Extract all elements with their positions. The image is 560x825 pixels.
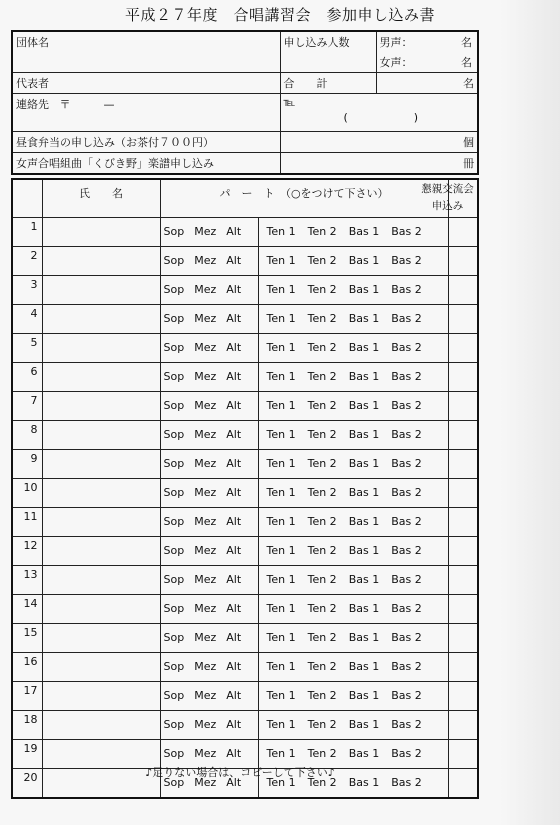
members-table bbox=[11, 178, 479, 799]
part-option[interactable]: Ten 2 bbox=[307, 312, 337, 325]
social-signup-cell[interactable] bbox=[448, 478, 478, 507]
part-option[interactable]: Ten 2 bbox=[307, 225, 337, 238]
social-signup-cell[interactable] bbox=[448, 362, 478, 391]
part-option[interactable]: Ten 2 bbox=[307, 631, 337, 644]
female-parts-cell bbox=[160, 710, 258, 739]
lunch-label: 昼食弁当の申し込み（お茶付７００円） bbox=[16, 136, 214, 149]
male-parts-cell bbox=[258, 536, 448, 565]
representative-cell[interactable] bbox=[12, 73, 280, 94]
female-label: 女声： bbox=[379, 56, 413, 69]
table-row bbox=[12, 594, 478, 623]
row-number: 17 bbox=[12, 681, 42, 710]
part-option[interactable]: Mez bbox=[194, 718, 217, 731]
social-signup-cell[interactable] bbox=[448, 246, 478, 275]
part-option[interactable]: Bas 1 bbox=[348, 689, 380, 702]
part-option[interactable]: Bas 2 bbox=[391, 254, 422, 267]
male-parts-cell bbox=[258, 217, 448, 246]
part-option[interactable]: Ten 1 bbox=[266, 341, 296, 354]
part-option[interactable]: Ten 1 bbox=[266, 515, 296, 528]
lunch-cell bbox=[12, 132, 280, 153]
male-parts-cell bbox=[258, 681, 448, 710]
part-option[interactable]: Ten 1 bbox=[266, 631, 296, 644]
row-number: 6 bbox=[12, 362, 42, 391]
part-option[interactable]: Alt bbox=[226, 457, 242, 470]
member-name-cell[interactable] bbox=[42, 391, 160, 420]
score-label: 女声合唱組曲「くびき野」楽譜申し込み bbox=[16, 157, 214, 170]
application-info-table bbox=[11, 30, 479, 175]
female-parts-cell bbox=[160, 391, 258, 420]
social-signup-cell[interactable] bbox=[448, 594, 478, 623]
part-option[interactable]: Alt bbox=[226, 341, 242, 354]
part-option[interactable]: Ten 1 bbox=[266, 399, 296, 412]
social-signup-cell[interactable] bbox=[448, 623, 478, 652]
row-number: 10 bbox=[12, 478, 42, 507]
part-option[interactable]: Bas 2 bbox=[391, 747, 422, 760]
document-title: 平成２７年度 合唱講習会 参加申し込み書 bbox=[124, 6, 435, 24]
part-option[interactable]: Alt bbox=[226, 515, 242, 528]
part-option[interactable]: Sop bbox=[163, 312, 185, 325]
part-option[interactable]: Ten 1 bbox=[266, 776, 296, 789]
member-name-cell[interactable] bbox=[42, 536, 160, 565]
contact-cell[interactable] bbox=[12, 94, 280, 132]
part-option[interactable]: Sop bbox=[163, 689, 185, 702]
part-option[interactable]: Ten 2 bbox=[307, 254, 337, 267]
member-name-cell[interactable] bbox=[42, 449, 160, 478]
part-option[interactable]: Mez bbox=[194, 370, 217, 383]
part-option[interactable]: Bas 1 bbox=[348, 631, 380, 644]
table-row bbox=[12, 420, 478, 449]
row-number: 12 bbox=[12, 536, 42, 565]
row-number: 16 bbox=[12, 652, 42, 681]
part-option[interactable]: Bas 2 bbox=[391, 399, 422, 412]
part-option[interactable]: Ten 1 bbox=[266, 428, 296, 441]
part-option[interactable]: Bas 2 bbox=[391, 312, 422, 325]
part-option[interactable]: Bas 1 bbox=[348, 515, 380, 528]
table-row bbox=[12, 217, 478, 246]
header-number bbox=[12, 179, 42, 217]
header-social bbox=[421, 179, 478, 217]
table-row bbox=[12, 652, 478, 681]
male-parts-cell bbox=[258, 623, 448, 652]
table-row bbox=[12, 275, 478, 304]
part-option[interactable]: Bas 2 bbox=[391, 486, 422, 499]
part-option[interactable]: Alt bbox=[226, 283, 242, 296]
part-option[interactable]: Ten 2 bbox=[307, 399, 337, 412]
table-row bbox=[12, 304, 478, 333]
table-row bbox=[12, 478, 478, 507]
part-option[interactable]: Sop bbox=[163, 341, 185, 354]
member-name-cell[interactable] bbox=[42, 478, 160, 507]
member-name-cell[interactable] bbox=[42, 420, 160, 449]
part-option[interactable]: Mez bbox=[194, 689, 217, 702]
part-option[interactable]: Ten 1 bbox=[266, 486, 296, 499]
row-number: 20 bbox=[12, 768, 42, 798]
part-option[interactable]: Sop bbox=[163, 486, 185, 499]
applicants-label: 申し込み人数 bbox=[283, 36, 350, 49]
part-option[interactable]: Mez bbox=[194, 283, 217, 296]
part-option[interactable]: Mez bbox=[194, 602, 217, 615]
part-option[interactable]: Ten 2 bbox=[307, 573, 337, 586]
part-option[interactable]: Bas 1 bbox=[348, 486, 380, 499]
part-option[interactable]: Sop bbox=[163, 544, 185, 557]
male-label: 男声： bbox=[379, 36, 413, 49]
row-number: 11 bbox=[12, 507, 42, 536]
header-name: 氏 名 bbox=[42, 179, 160, 217]
part-option[interactable]: Bas 1 bbox=[348, 225, 380, 238]
row-number: 2 bbox=[12, 246, 42, 275]
social-signup-cell[interactable] bbox=[448, 333, 478, 362]
part-option[interactable]: Bas 2 bbox=[391, 370, 422, 383]
row-number: 4 bbox=[12, 304, 42, 333]
table-row bbox=[12, 507, 478, 536]
part-option[interactable]: Ten 1 bbox=[266, 718, 296, 731]
part-option[interactable]: Alt bbox=[226, 718, 242, 731]
member-name-cell[interactable] bbox=[42, 333, 160, 362]
table-row bbox=[12, 333, 478, 362]
social-signup-cell[interactable] bbox=[448, 420, 478, 449]
part-option[interactable]: Ten 2 bbox=[307, 457, 337, 470]
member-name-cell[interactable] bbox=[42, 652, 160, 681]
social-signup-cell[interactable] bbox=[448, 652, 478, 681]
female-parts-cell bbox=[160, 507, 258, 536]
part-option[interactable]: Bas 1 bbox=[348, 573, 380, 586]
part-option[interactable]: Ten 1 bbox=[266, 225, 296, 238]
part-option[interactable]: Sop bbox=[163, 225, 185, 238]
total-count-cell[interactable] bbox=[376, 73, 478, 94]
female-parts-cell bbox=[160, 304, 258, 333]
contact-label: 連絡先 bbox=[16, 98, 49, 111]
total-label: 合 計 bbox=[283, 77, 328, 90]
part-option[interactable]: Mez bbox=[194, 515, 217, 528]
male-parts-cell bbox=[258, 246, 448, 275]
female-parts-cell bbox=[160, 565, 258, 594]
part-option[interactable]: Bas 2 bbox=[391, 660, 422, 673]
part-option[interactable]: Ten 2 bbox=[307, 747, 337, 760]
part-option[interactable]: Mez bbox=[194, 428, 217, 441]
row-number: 9 bbox=[12, 449, 42, 478]
part-option[interactable]: Alt bbox=[226, 225, 242, 238]
part-option[interactable]: Mez bbox=[194, 660, 217, 673]
part-option[interactable]: Bas 2 bbox=[391, 515, 422, 528]
member-name-cell[interactable] bbox=[42, 507, 160, 536]
part-option[interactable]: Sop bbox=[163, 747, 185, 760]
part-option[interactable]: Sop bbox=[163, 399, 185, 412]
part-option[interactable]: Alt bbox=[226, 602, 242, 615]
part-option[interactable]: Sop bbox=[163, 254, 185, 267]
footer-note: ♪足りない場合は、コピーして下さい♪ bbox=[145, 766, 335, 779]
part-option[interactable]: Alt bbox=[226, 660, 242, 673]
part-option[interactable]: Alt bbox=[226, 312, 242, 325]
lunch-unit: 個 bbox=[463, 136, 474, 149]
male-parts-cell bbox=[258, 333, 448, 362]
female-parts-cell bbox=[160, 478, 258, 507]
female-parts-cell bbox=[160, 246, 258, 275]
part-option[interactable]: Bas 1 bbox=[348, 341, 380, 354]
page-edge bbox=[500, 0, 560, 825]
part-option[interactable]: Ten 2 bbox=[307, 602, 337, 615]
member-name-cell[interactable] bbox=[42, 565, 160, 594]
female-unit: 名 bbox=[461, 56, 472, 69]
part-option[interactable]: Sop bbox=[163, 602, 185, 615]
part-option[interactable]: Bas 2 bbox=[391, 341, 422, 354]
part-option[interactable]: Ten 2 bbox=[307, 486, 337, 499]
part-option[interactable]: Ten 1 bbox=[266, 747, 296, 760]
member-name-cell[interactable] bbox=[42, 275, 160, 304]
table-row bbox=[12, 710, 478, 739]
social-signup-cell[interactable] bbox=[448, 391, 478, 420]
social-signup-cell[interactable] bbox=[448, 275, 478, 304]
male-parts-cell bbox=[258, 478, 448, 507]
part-option[interactable]: Sop bbox=[163, 573, 185, 586]
part-option[interactable]: Ten 1 bbox=[266, 573, 296, 586]
part-option[interactable]: Ten 1 bbox=[266, 544, 296, 557]
part-option[interactable]: Alt bbox=[226, 776, 242, 789]
part-option[interactable]: Alt bbox=[226, 544, 242, 557]
part-option[interactable]: Bas 1 bbox=[348, 776, 380, 789]
row-number: 5 bbox=[12, 333, 42, 362]
male-parts-cell bbox=[258, 507, 448, 536]
part-option[interactable]: Ten 2 bbox=[307, 283, 337, 296]
male-parts-cell bbox=[258, 304, 448, 333]
part-option[interactable]: Bas 1 bbox=[348, 370, 380, 383]
tel-label: ℡ bbox=[283, 96, 296, 109]
female-parts-cell bbox=[160, 449, 258, 478]
part-option[interactable]: Mez bbox=[194, 341, 217, 354]
part-option[interactable]: Ten 2 bbox=[307, 515, 337, 528]
social-signup-cell[interactable] bbox=[448, 304, 478, 333]
part-option[interactable]: Ten 2 bbox=[307, 544, 337, 557]
part-option[interactable]: Sop bbox=[163, 370, 185, 383]
score-count-cell[interactable] bbox=[280, 153, 478, 175]
part-option[interactable]: Sop bbox=[163, 428, 185, 441]
table-row bbox=[12, 565, 478, 594]
part-option[interactable]: Ten 1 bbox=[266, 660, 296, 673]
member-name-cell[interactable] bbox=[42, 217, 160, 246]
table-row bbox=[12, 362, 478, 391]
part-option[interactable]: Bas 1 bbox=[348, 544, 380, 557]
part-option[interactable]: Sop bbox=[163, 631, 185, 644]
part-option[interactable]: Alt bbox=[226, 747, 242, 760]
member-name-cell[interactable] bbox=[42, 681, 160, 710]
part-option[interactable]: Ten 2 bbox=[307, 370, 337, 383]
part-option[interactable]: Alt bbox=[226, 370, 242, 383]
member-name-cell[interactable] bbox=[42, 246, 160, 275]
part-option[interactable]: Ten 2 bbox=[307, 660, 337, 673]
part-option[interactable]: Mez bbox=[194, 486, 217, 499]
tel-parens: ( ) bbox=[343, 111, 419, 124]
row-number: 14 bbox=[12, 594, 42, 623]
part-option[interactable]: Ten 1 bbox=[266, 602, 296, 615]
part-option[interactable]: Bas 1 bbox=[348, 747, 380, 760]
part-option[interactable]: Mez bbox=[194, 631, 217, 644]
part-option[interactable]: Alt bbox=[226, 573, 242, 586]
part-option[interactable]: Mez bbox=[194, 399, 217, 412]
part-option[interactable]: Ten 1 bbox=[266, 312, 296, 325]
header-social-label: 懇親交流会申込み bbox=[421, 183, 474, 213]
row-number: 13 bbox=[12, 565, 42, 594]
male-parts-cell bbox=[258, 652, 448, 681]
male-parts-cell bbox=[258, 594, 448, 623]
part-option[interactable]: Alt bbox=[226, 399, 242, 412]
part-option[interactable]: Mez bbox=[194, 457, 217, 470]
member-name-cell[interactable] bbox=[42, 304, 160, 333]
part-option[interactable]: Bas 2 bbox=[391, 602, 422, 615]
female-parts-cell bbox=[160, 652, 258, 681]
member-rows bbox=[12, 217, 478, 798]
part-option[interactable]: Mez bbox=[194, 225, 217, 238]
social-signup-cell[interactable] bbox=[448, 565, 478, 594]
male-parts-cell bbox=[258, 391, 448, 420]
part-option[interactable]: Sop bbox=[163, 283, 185, 296]
male-parts-cell bbox=[258, 420, 448, 449]
social-signup-cell[interactable] bbox=[448, 536, 478, 565]
row-number: 18 bbox=[12, 710, 42, 739]
row-number: 8 bbox=[12, 420, 42, 449]
part-option[interactable]: Ten 2 bbox=[307, 341, 337, 354]
female-parts-cell bbox=[160, 217, 258, 246]
row-number: 3 bbox=[12, 275, 42, 304]
applicants-count-cell[interactable] bbox=[376, 31, 478, 73]
part-option[interactable]: Mez bbox=[194, 312, 217, 325]
part-option[interactable]: Bas 2 bbox=[391, 457, 422, 470]
part-option[interactable]: Alt bbox=[226, 631, 242, 644]
part-option[interactable]: Sop bbox=[163, 776, 185, 789]
postal-mark: 〒 — bbox=[59, 98, 115, 111]
part-option[interactable]: Bas 2 bbox=[391, 718, 422, 731]
row-number: 19 bbox=[12, 739, 42, 768]
social-signup-cell[interactable] bbox=[448, 217, 478, 246]
part-option[interactable]: Bas 1 bbox=[348, 718, 380, 731]
row-number: 15 bbox=[12, 623, 42, 652]
male-parts-cell bbox=[258, 565, 448, 594]
female-parts-cell bbox=[160, 333, 258, 362]
member-name-cell[interactable] bbox=[42, 594, 160, 623]
row-number: 1 bbox=[12, 217, 42, 246]
applicants-label-cell bbox=[280, 31, 376, 73]
social-signup-cell[interactable] bbox=[448, 507, 478, 536]
social-signup-cell[interactable] bbox=[448, 710, 478, 739]
female-parts-cell bbox=[160, 536, 258, 565]
part-option[interactable]: Bas 2 bbox=[391, 689, 422, 702]
male-parts-cell bbox=[258, 362, 448, 391]
part-option[interactable]: Bas 2 bbox=[391, 283, 422, 296]
female-parts-cell bbox=[160, 420, 258, 449]
part-option[interactable]: Bas 2 bbox=[391, 631, 422, 644]
part-option[interactable]: Mez bbox=[194, 573, 217, 586]
part-option[interactable]: Sop bbox=[163, 515, 185, 528]
part-option[interactable]: Sop bbox=[163, 457, 185, 470]
member-name-cell[interactable] bbox=[42, 623, 160, 652]
part-option[interactable]: Sop bbox=[163, 718, 185, 731]
total-label-cell bbox=[280, 73, 376, 94]
social-signup-cell[interactable] bbox=[448, 449, 478, 478]
part-option[interactable]: Ten 2 bbox=[307, 718, 337, 731]
part-option[interactable]: Ten 1 bbox=[266, 370, 296, 383]
part-option[interactable]: Alt bbox=[226, 254, 242, 267]
part-option[interactable]: Sop bbox=[163, 660, 185, 673]
table-row bbox=[12, 536, 478, 565]
part-option[interactable]: Mez bbox=[194, 254, 217, 267]
row-number: 7 bbox=[12, 391, 42, 420]
part-option[interactable]: Bas 1 bbox=[348, 457, 380, 470]
part-option[interactable]: Bas 1 bbox=[348, 312, 380, 325]
score-unit: 冊 bbox=[463, 157, 474, 170]
representative-label: 代表者 bbox=[16, 77, 49, 90]
part-option[interactable]: Ten 2 bbox=[307, 689, 337, 702]
part-option[interactable]: Bas 1 bbox=[348, 602, 380, 615]
group-name-cell[interactable] bbox=[12, 31, 280, 73]
social-signup-cell[interactable] bbox=[448, 681, 478, 710]
header-part: パ ー ト （○をつけて下さい） bbox=[160, 179, 448, 217]
part-option[interactable]: Bas 1 bbox=[348, 399, 380, 412]
lunch-count-cell[interactable] bbox=[280, 132, 478, 153]
part-option[interactable]: Bas 2 bbox=[391, 544, 422, 557]
female-parts-cell bbox=[160, 594, 258, 623]
part-option[interactable]: Bas 1 bbox=[348, 254, 380, 267]
part-option[interactable]: Mez bbox=[194, 747, 217, 760]
female-parts-cell bbox=[160, 681, 258, 710]
part-option[interactable]: Bas 2 bbox=[391, 573, 422, 586]
part-option[interactable]: Bas 1 bbox=[348, 660, 380, 673]
part-option[interactable]: Ten 1 bbox=[266, 457, 296, 470]
part-option[interactable]: Bas 1 bbox=[348, 283, 380, 296]
part-option[interactable]: Alt bbox=[226, 689, 242, 702]
part-option[interactable]: Mez bbox=[194, 544, 217, 557]
female-parts-cell bbox=[160, 275, 258, 304]
part-option[interactable]: Bas 2 bbox=[391, 428, 422, 441]
score-cell bbox=[12, 153, 280, 175]
member-name-cell[interactable] bbox=[42, 362, 160, 391]
table-row bbox=[12, 449, 478, 478]
part-option[interactable]: Ten 1 bbox=[266, 689, 296, 702]
table-row bbox=[12, 681, 478, 710]
male-parts-cell bbox=[258, 449, 448, 478]
part-option[interactable]: Bas 2 bbox=[391, 776, 422, 789]
part-option[interactable]: Ten 2 bbox=[307, 428, 337, 441]
part-option[interactable]: Alt bbox=[226, 486, 242, 499]
male-parts-cell bbox=[258, 710, 448, 739]
tel-cell[interactable] bbox=[280, 94, 478, 132]
total-unit: 名 bbox=[463, 77, 474, 90]
part-option[interactable]: Bas 1 bbox=[348, 428, 380, 441]
group-name-label: 団体名 bbox=[16, 36, 49, 49]
female-parts-cell bbox=[160, 623, 258, 652]
part-option[interactable]: Mez bbox=[194, 776, 217, 789]
table-row bbox=[12, 246, 478, 275]
male-parts-cell bbox=[258, 275, 448, 304]
part-option[interactable]: Ten 1 bbox=[266, 283, 296, 296]
part-option[interactable]: Ten 2 bbox=[307, 776, 337, 789]
member-name-cell[interactable] bbox=[42, 710, 160, 739]
table-row bbox=[12, 391, 478, 420]
table-row bbox=[12, 623, 478, 652]
part-option[interactable]: Alt bbox=[226, 428, 242, 441]
part-option[interactable]: Ten 1 bbox=[266, 254, 296, 267]
male-unit: 名 bbox=[461, 36, 472, 49]
part-option[interactable]: Bas 2 bbox=[391, 225, 422, 238]
female-parts-cell bbox=[160, 362, 258, 391]
